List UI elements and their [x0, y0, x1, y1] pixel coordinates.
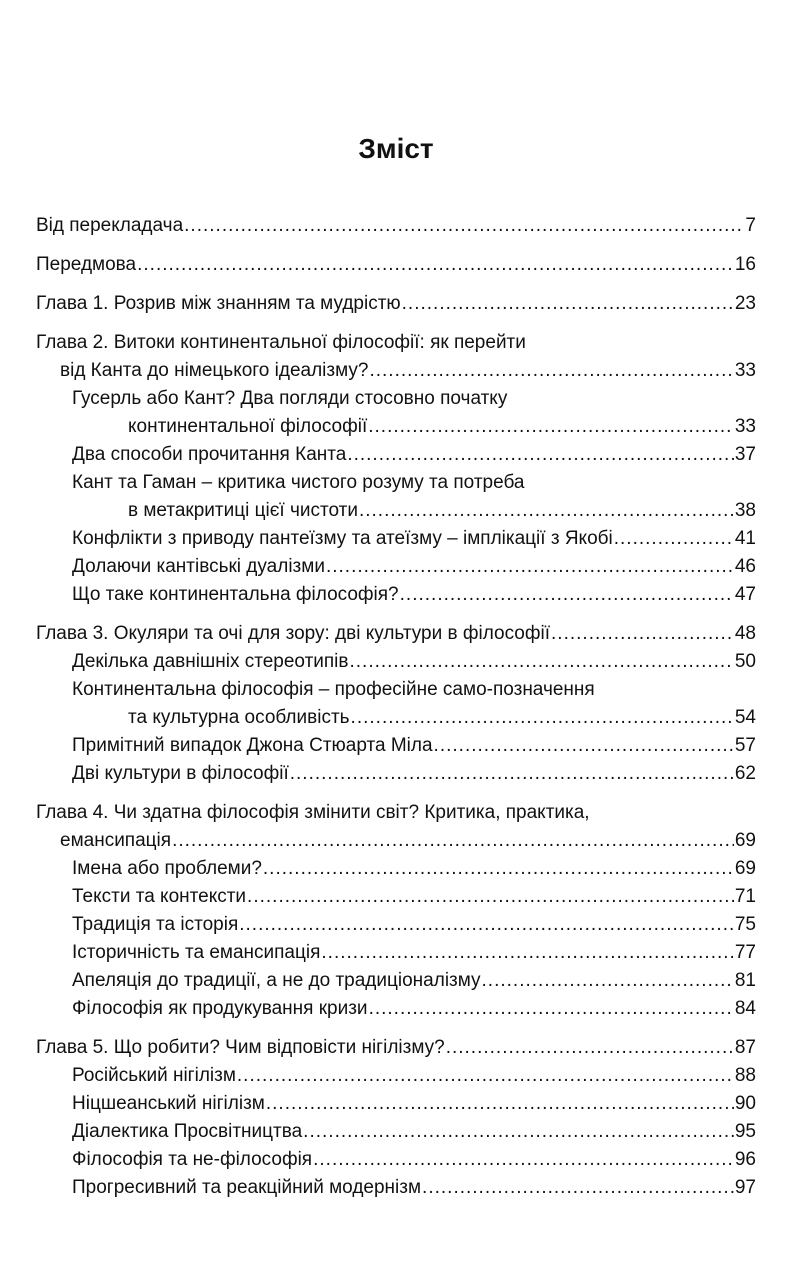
- leader-dots: [266, 1090, 734, 1118]
- toc-page-number: 33: [734, 416, 756, 437]
- toc-entry-title: Тексти та контексти: [72, 886, 247, 907]
- toc-entry-title: Глава 4. Чи здатна філософія змінити світ? Критика, практика,: [36, 802, 590, 823]
- toc-page-number: 75: [734, 914, 756, 935]
- leader-dots: [313, 1146, 734, 1174]
- toc-entry-title: Континентальна філософія – професійне само-позначення: [72, 679, 595, 700]
- toc-section-entry: [36, 553, 756, 581]
- toc-section-entry: [36, 441, 756, 469]
- toc-page-number: 77: [734, 942, 756, 963]
- toc-entry: [36, 251, 756, 279]
- toc-page-number: 69: [734, 830, 756, 851]
- leader-dots: [239, 911, 734, 939]
- leader-dots: [359, 497, 734, 525]
- toc-section-entry: [36, 676, 756, 732]
- toc-entry-title-continued: емансипація: [60, 830, 172, 851]
- toc-page-number: 84: [734, 998, 756, 1019]
- toc-section-entry: [36, 1062, 756, 1090]
- toc-entry-title-continued: та культурна особливість: [128, 707, 350, 728]
- toc-page-number: 38: [734, 500, 756, 521]
- toc-entry-title: Дві культури в філософії: [72, 763, 289, 784]
- toc-entry-title: Імена або проблеми?: [72, 858, 262, 879]
- toc-page-number: 69: [734, 858, 756, 879]
- toc-entry-title: Конфлікти з приводу пантеїзму та атеїзму – імплікації з Якобі: [72, 528, 613, 549]
- toc-entry-title-continued: від Канта до німецького ідеалізму?: [60, 360, 369, 381]
- toc-section-entry: [36, 648, 756, 676]
- toc-entry-title: Примітний випадок Джона Стюарта Міла: [72, 735, 433, 756]
- toc-section-entry: [36, 939, 756, 967]
- toc-section-entry: [36, 385, 756, 441]
- toc-page-number: 16: [734, 254, 756, 275]
- toc-page-number: 81: [734, 970, 756, 991]
- toc-section-entry: [36, 525, 756, 553]
- toc-page-number: 47: [734, 584, 756, 605]
- toc-page-number: 87: [734, 1037, 756, 1058]
- toc-section-entry: [36, 1118, 756, 1146]
- toc-section-entry: [36, 1174, 756, 1202]
- toc-section-entry: [36, 911, 756, 939]
- toc-section-entry: [36, 995, 756, 1023]
- toc-entry-title: Два способи прочитання Канта: [72, 444, 347, 465]
- toc-section-entry: [36, 760, 756, 788]
- toc-page-number: 50: [734, 651, 756, 672]
- toc-page-number: 97: [734, 1177, 756, 1198]
- toc-page-number: 88: [734, 1065, 756, 1086]
- toc-section-entry: [36, 1146, 756, 1174]
- toc-section-entry: [36, 883, 756, 911]
- leader-dots: [347, 441, 734, 469]
- toc-page-number: 57: [734, 735, 756, 756]
- leader-dots: [321, 939, 733, 967]
- leader-dots: [247, 883, 734, 911]
- leader-dots: [369, 995, 734, 1023]
- toc-page-number: 37: [734, 444, 756, 465]
- leader-dots: [434, 732, 734, 760]
- leader-dots: [400, 581, 734, 609]
- leader-dots: [349, 648, 733, 676]
- toc-chapter-entry: [36, 329, 756, 385]
- toc-entry-title: Долаючи кантівські дуалізми: [72, 556, 325, 577]
- toc-entry-title: Гусерль або Кант? Два погляди стосовно початку: [72, 388, 508, 409]
- leader-dots: [422, 1174, 734, 1202]
- toc-chapter-entry: [36, 620, 756, 648]
- leader-dots: [184, 212, 744, 240]
- toc-entry-title: Глава 3. Окуляри та очі для зору: дві культури в філософії: [36, 623, 551, 644]
- toc-entry-title: Російський нігілізм: [72, 1065, 236, 1086]
- toc-entry-title: Глава 1. Розрив між знанням та мудрістю: [36, 293, 401, 314]
- toc-page-number: 7: [745, 215, 756, 236]
- toc-page-number: 48: [734, 623, 756, 644]
- leader-dots: [263, 855, 734, 883]
- toc-entry-title: Традиція та історія: [72, 914, 239, 935]
- toc-entry-title: Декілька давнішніх стереотипів: [72, 651, 349, 672]
- toc-page-number: 46: [734, 556, 756, 577]
- leader-dots: [368, 413, 734, 441]
- toc-entry-title: Що таке континентальна філософія?: [72, 584, 399, 605]
- toc-page-number: 62: [734, 763, 756, 784]
- toc-entry-title: Передмова: [36, 254, 137, 275]
- toc-page-number: 41: [734, 528, 756, 549]
- toc-chapter-entry: [36, 1034, 756, 1062]
- toc-page-number: 71: [734, 886, 756, 907]
- toc-section-entry: [36, 732, 756, 760]
- toc-entry-title: Прогресивний та реакційний модернізм: [72, 1177, 422, 1198]
- toc-entry-title: Філософія як продукування кризи: [72, 998, 368, 1019]
- toc-entry-title: Історичність та емансипація: [72, 942, 321, 963]
- table-of-contents: [36, 212, 756, 1202]
- toc-entry-title: Глава 5. Що робити? Чим відповісти нігілізму?: [36, 1037, 445, 1058]
- leader-dots: [551, 620, 734, 648]
- toc-page-number: 33: [734, 360, 756, 381]
- leader-dots: [446, 1034, 734, 1062]
- toc-page-number: 90: [734, 1093, 756, 1114]
- toc-entry-title: Діалектика Просвітництва: [72, 1121, 303, 1142]
- toc-section-entry: [36, 469, 756, 525]
- page-title: Зміст: [358, 133, 434, 164]
- leader-dots: [137, 251, 734, 279]
- leader-dots: [237, 1062, 734, 1090]
- toc-page-number: 23: [734, 293, 756, 314]
- toc-section-entry: [36, 1090, 756, 1118]
- toc-entry-title: Апеляція до традиції, а не до традиціоналізму: [72, 970, 481, 991]
- toc-entry-title-continued: континентальної філософії: [128, 416, 368, 437]
- toc-entry-title: Глава 2. Витоки континентальної філософії: як перейти: [36, 332, 526, 353]
- toc-entry-title: Кант та Гаман – критика чистого розуму та потреба: [72, 472, 525, 493]
- toc-section-entry: [36, 581, 756, 609]
- toc-entry-title-continued: в метакритиці цієї чистоти: [128, 500, 358, 521]
- toc-section-entry: [36, 855, 756, 883]
- leader-dots: [351, 704, 734, 732]
- leader-dots: [482, 967, 734, 995]
- toc-chapter-entry: [36, 799, 756, 855]
- toc-entry-title: Філософія та не-філософія: [72, 1149, 313, 1170]
- toc-entry: [36, 212, 756, 240]
- leader-dots: [290, 760, 734, 788]
- toc-page-number: 95: [734, 1121, 756, 1142]
- toc-page-number: 96: [734, 1149, 756, 1170]
- toc-entry-title: Ніцшеанський нігілізм: [72, 1093, 265, 1114]
- toc-section-entry: [36, 967, 756, 995]
- toc-page-number: 54: [734, 707, 756, 728]
- leader-dots: [614, 525, 734, 553]
- leader-dots: [369, 357, 733, 385]
- leader-dots: [326, 553, 734, 581]
- leader-dots: [172, 827, 734, 855]
- leader-dots: [402, 290, 734, 318]
- toc-entry-title: Від перекладача: [36, 215, 184, 236]
- toc-entry: [36, 290, 756, 318]
- leader-dots: [303, 1118, 734, 1146]
